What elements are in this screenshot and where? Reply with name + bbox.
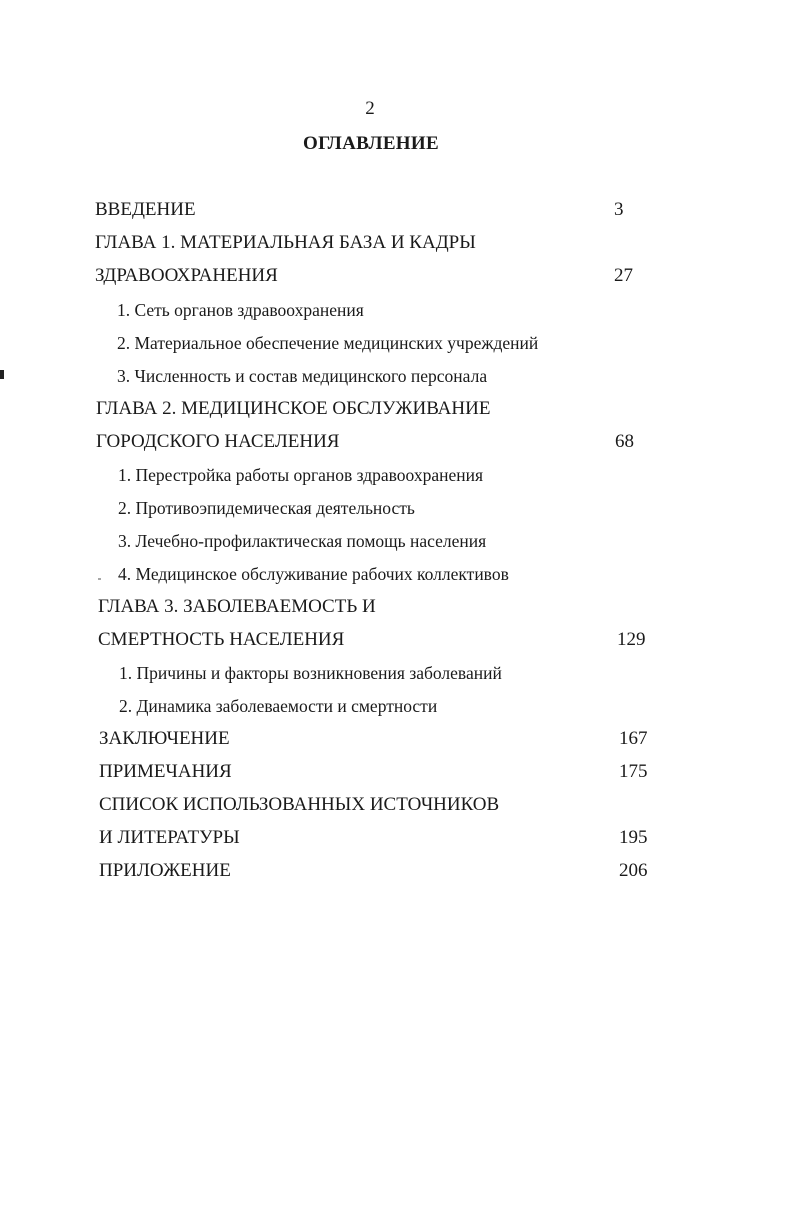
toc-subentry[interactable]: 2. Противоэпидемическая деятельность xyxy=(118,498,415,518)
toc-entry-appendix[interactable]: ПРИЛОЖЕНИЕ xyxy=(99,860,231,881)
toc-subentry[interactable]: 3. Численность и состав медицинского персонала xyxy=(117,366,488,386)
toc-entry-chapter-1-cont[interactable]: ЗДРАВООХРАНЕНИЯ xyxy=(95,265,278,286)
toc-page-appendix: 206 xyxy=(619,860,648,881)
scan-speck xyxy=(98,578,101,580)
toc-subentry[interactable]: 2. Материальное обеспечение медицинских учреждений xyxy=(117,333,539,353)
toc-page-notes: 175 xyxy=(619,761,648,782)
page-title: ОГЛАВЛЕНИЕ xyxy=(303,133,439,154)
toc-subentry[interactable]: 2. Динамика заболеваемости и смертности xyxy=(119,696,438,716)
toc-entry-chapter-2[interactable]: ГЛАВА 2. МЕДИЦИНСКОЕ ОБСЛУЖИВАНИЕ xyxy=(96,398,491,419)
toc-entry-sources[interactable]: СПИСОК ИСПОЛЬЗОВАННЫХ ИСТОЧНИКОВ xyxy=(99,794,500,815)
toc-entry-chapter-2-cont[interactable]: ГОРОДСКОГО НАСЕЛЕНИЯ xyxy=(96,431,340,452)
page-number: 2 xyxy=(365,98,375,119)
toc-entry-chapter-3-cont[interactable]: СМЕРТНОСТЬ НАСЕЛЕНИЯ xyxy=(98,629,345,650)
toc-page-conclusion: 167 xyxy=(619,728,648,749)
toc-entry-notes[interactable]: ПРИМЕЧАНИЯ xyxy=(99,761,232,782)
toc-page-chapter-3: 129 xyxy=(617,629,646,650)
toc-subentry[interactable]: 1. Сеть органов здравоохранения xyxy=(117,300,364,320)
toc-entry-chapter-1[interactable]: ГЛАВА 1. МАТЕРИАЛЬНАЯ БАЗА И КАДРЫ xyxy=(95,232,476,253)
scan-mark xyxy=(0,370,4,379)
toc-entry-intro[interactable]: ВВЕДЕНИЕ xyxy=(95,199,196,220)
toc-page-intro: 3 xyxy=(614,199,624,220)
toc-subentry[interactable]: 3. Лечебно-профилактическая помощь населения xyxy=(118,531,487,551)
toc-entry-conclusion[interactable]: ЗАКЛЮЧЕНИЕ xyxy=(99,728,230,749)
toc-page-chapter-2: 68 xyxy=(615,431,634,452)
toc-page-chapter-1: 27 xyxy=(614,265,633,286)
toc-page-sources: 195 xyxy=(619,827,648,848)
toc-entry-chapter-3[interactable]: ГЛАВА 3. ЗАБОЛЕВАЕМОСТЬ И xyxy=(98,596,376,617)
toc-subentry[interactable]: 4. Медицинское обслуживание рабочих коллективов xyxy=(118,564,509,584)
toc-entry-sources-cont[interactable]: И ЛИТЕРАТУРЫ xyxy=(99,827,240,848)
toc-subentry[interactable]: 1. Перестройка работы органов здравоохранения xyxy=(118,465,484,485)
toc-subentry[interactable]: 1. Причины и факторы возникновения заболеваний xyxy=(119,663,502,683)
